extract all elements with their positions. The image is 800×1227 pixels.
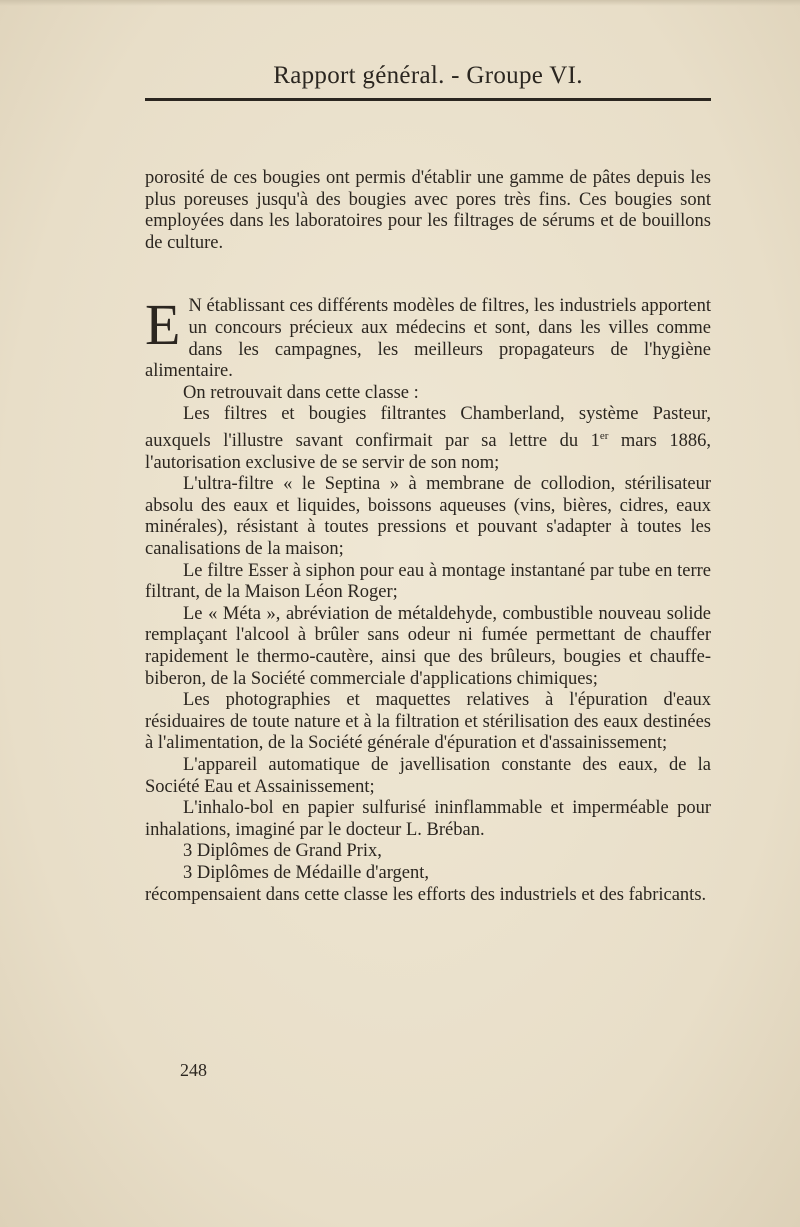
- paragraph-item: L'ultra-filtre « le Septina » à membrane de collodion, stérilisateur absolu des eaux et liquides, boissons aqueuses (vins, bières, cidres, eaux minérales), résistant à toutes pressions et pouvant s'adapter à toutes les canalisations de la maison;: [145, 474, 711, 560]
- page-top-edge: [0, 0, 800, 6]
- paragraph-item: Les photographies et maquettes relatives à l'épuration d'eaux résiduaires de toute nature et à la filtration et stérilisation des eaux destinées à l'alimentation, de la Société générale d'épuration et d'assainissement;: [145, 690, 711, 754]
- award-line: 3 Diplômes de Grand Prix,: [183, 841, 382, 862]
- page-number: 248: [180, 1060, 207, 1080]
- drop-cap: E: [145, 292, 181, 358]
- paragraph-text: Les filtres et bougies filtrantes Chamberland, système Pasteur, auxquels l'illustre savant confirmait par sa lettre du 1: [145, 404, 711, 452]
- body-text: [145, 168, 711, 906]
- paragraph-item: Le « Méta », abréviation de métaldehyde, combustible nouveau solide remplaçant l'alcool à brûler sans odeur ni fumée permettant de chauffer rapidement le thermo-cautère, ainsi que des brûleurs, bougies et chauffe-biberon, de la Société commerciale d'applications chimiques;: [145, 603, 711, 689]
- paragraph-item: Le filtre Esser à siphon pour eau à montage instantané par tube en terre filtrant, de la Maison Léon Roger;: [145, 560, 711, 603]
- paragraph-opening: [145, 292, 711, 382]
- paragraph-closing: récompensaient dans cette classe les efforts des industriels et des fabricants.: [145, 884, 707, 905]
- paragraph-text: mars 1886, l'autorisation exclusive de se servir de son nom;: [145, 431, 712, 473]
- paragraph-continuation: porosité de ces bougies ont permis d'établir une gamme de pâtes depuis les plus poreuses jusqu'à des bougies avec pores très fins. Ces bougies sont employées dans les laboratoires pour les filtrages de sérums et de bouillons de culture.: [145, 168, 711, 253]
- paragraph-item: L'inhalo-bol en papier sulfurisé ininflammable et imperméable pour inhalations, imaginé par le docteur L. Bréban.: [145, 798, 711, 840]
- paragraph-item: [145, 404, 711, 474]
- paragraph-item: L'appareil automatique de javellisation constante des eaux, de la Société Eau et Assainissement;: [145, 755, 711, 797]
- paragraph-text: N établissant ces différents modèles de filtres, les industriels apportent un concours précieux aux médecins et sont, dans les villes comme dans les campagnes, les meilleurs propagateurs de l'hygiène alimentaire.: [145, 296, 711, 382]
- paragraph-intro: On retrouvait dans cette classe :: [183, 382, 419, 403]
- header-rule: [145, 98, 711, 101]
- award-line: 3 Diplômes de Médaille d'argent,: [183, 862, 430, 883]
- running-head: Rapport général. - Groupe VI.: [273, 62, 583, 89]
- superscript: er: [599, 429, 609, 442]
